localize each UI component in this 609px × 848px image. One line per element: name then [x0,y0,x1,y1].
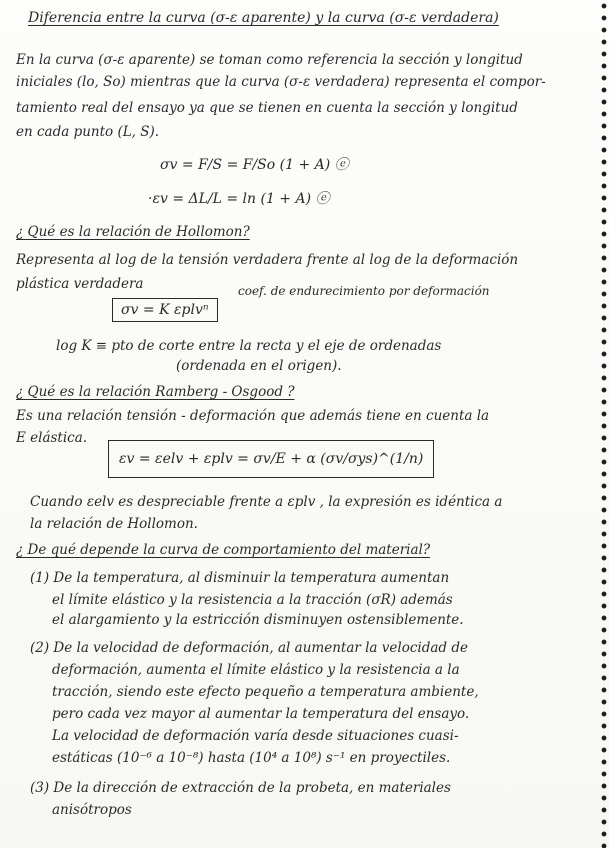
question-material-curve: ¿ De qué depende la curva de comportamiento del material? [16,542,431,558]
list-item-line: deformación, aumenta el límite elástico y la resistencia a la [52,662,460,678]
paragraph-line: Representa al log de la tensión verdadera frente al log de la deformación [16,252,519,268]
paragraph-line: E elástica. [16,430,88,446]
list-item-line: anisótropos [52,802,132,818]
list-item-line: el límite elástico y la resistencia a la tracción (σR) además [52,592,453,608]
list-item-line: (3) De la dirección de extracción de la probeta, en materiales [30,780,451,796]
list-item-line: (2) De la velocidad de deformación, al aumentar la velocidad de [30,640,468,656]
ramberg-osgood-equation-box: εv = εelv + εplv = σv/E + α (σv/σys)^(1/n) [108,440,434,478]
formula-true-stress: σv = F/S = F/So (1 + A) ⓔ [160,157,349,173]
hollomon-equation-box: σv = K εplvⁿ [112,298,218,322]
question-ramberg-osgood: ¿ Qué es la relación Ramberg - Osgood ? [16,384,295,400]
list-item-line: pero cada vez mayor al aumentar la temperatura del ensayo. [52,706,470,722]
paragraph-line: tamiento real del ensayo ya que se tienen en cuenta la sección y longitud [16,100,518,116]
annotation-note: coef. de endurecimiento por deformación [238,284,490,298]
page-title: Diferencia entre la curva (σ-ε aparente) y la curva (σ-ε verdadera) [28,10,499,26]
question-hollomon: ¿ Qué es la relación de Hollomon? [16,224,250,240]
paragraph-line: En la curva (σ-ε aparente) se toman como referencia la sección y longitud [16,52,523,68]
paragraph-line: en cada punto (L, S). [16,124,160,140]
paragraph-line: Es una relación tensión - deformación que además tiene en cuenta la [16,408,490,424]
list-item-line: (1) De la temperatura, al disminuir la temperatura aumentan [30,570,450,586]
paragraph-line: iniciales (lo, So) mientras que la curva (σ-ε verdadera) representa el compor- [16,74,546,90]
list-item-line: el alargamiento y la estricción disminuyen ostensiblemente. [52,612,464,628]
paragraph-line: (ordenada en el origen). [176,358,342,374]
formula-true-strain: ·εv = ΔL/L = ln (1 + A) ⓔ [148,191,330,207]
paragraph-line: log K ≡ pto de corte entre la recta y el eje de ordenadas [56,338,442,354]
list-item-line: La velocidad de deformación varía desde situaciones cuasi- [52,728,459,744]
paragraph-line: plástica verdadera [16,276,144,292]
paragraph-line: la relación de Hollomon. [30,516,198,532]
perforated-edge [597,0,609,848]
paragraph-line: Cuando εelv es despreciable frente a εplv , la expresión es idéntica a [30,494,503,510]
list-item-line: tracción, siendo este efecto pequeño a temperatura ambiente, [52,684,479,700]
list-item-line: estáticas (10⁻⁶ a 10⁻⁸) hasta (10⁴ a 10⁸) s⁻¹ en proyectiles. [52,750,451,766]
